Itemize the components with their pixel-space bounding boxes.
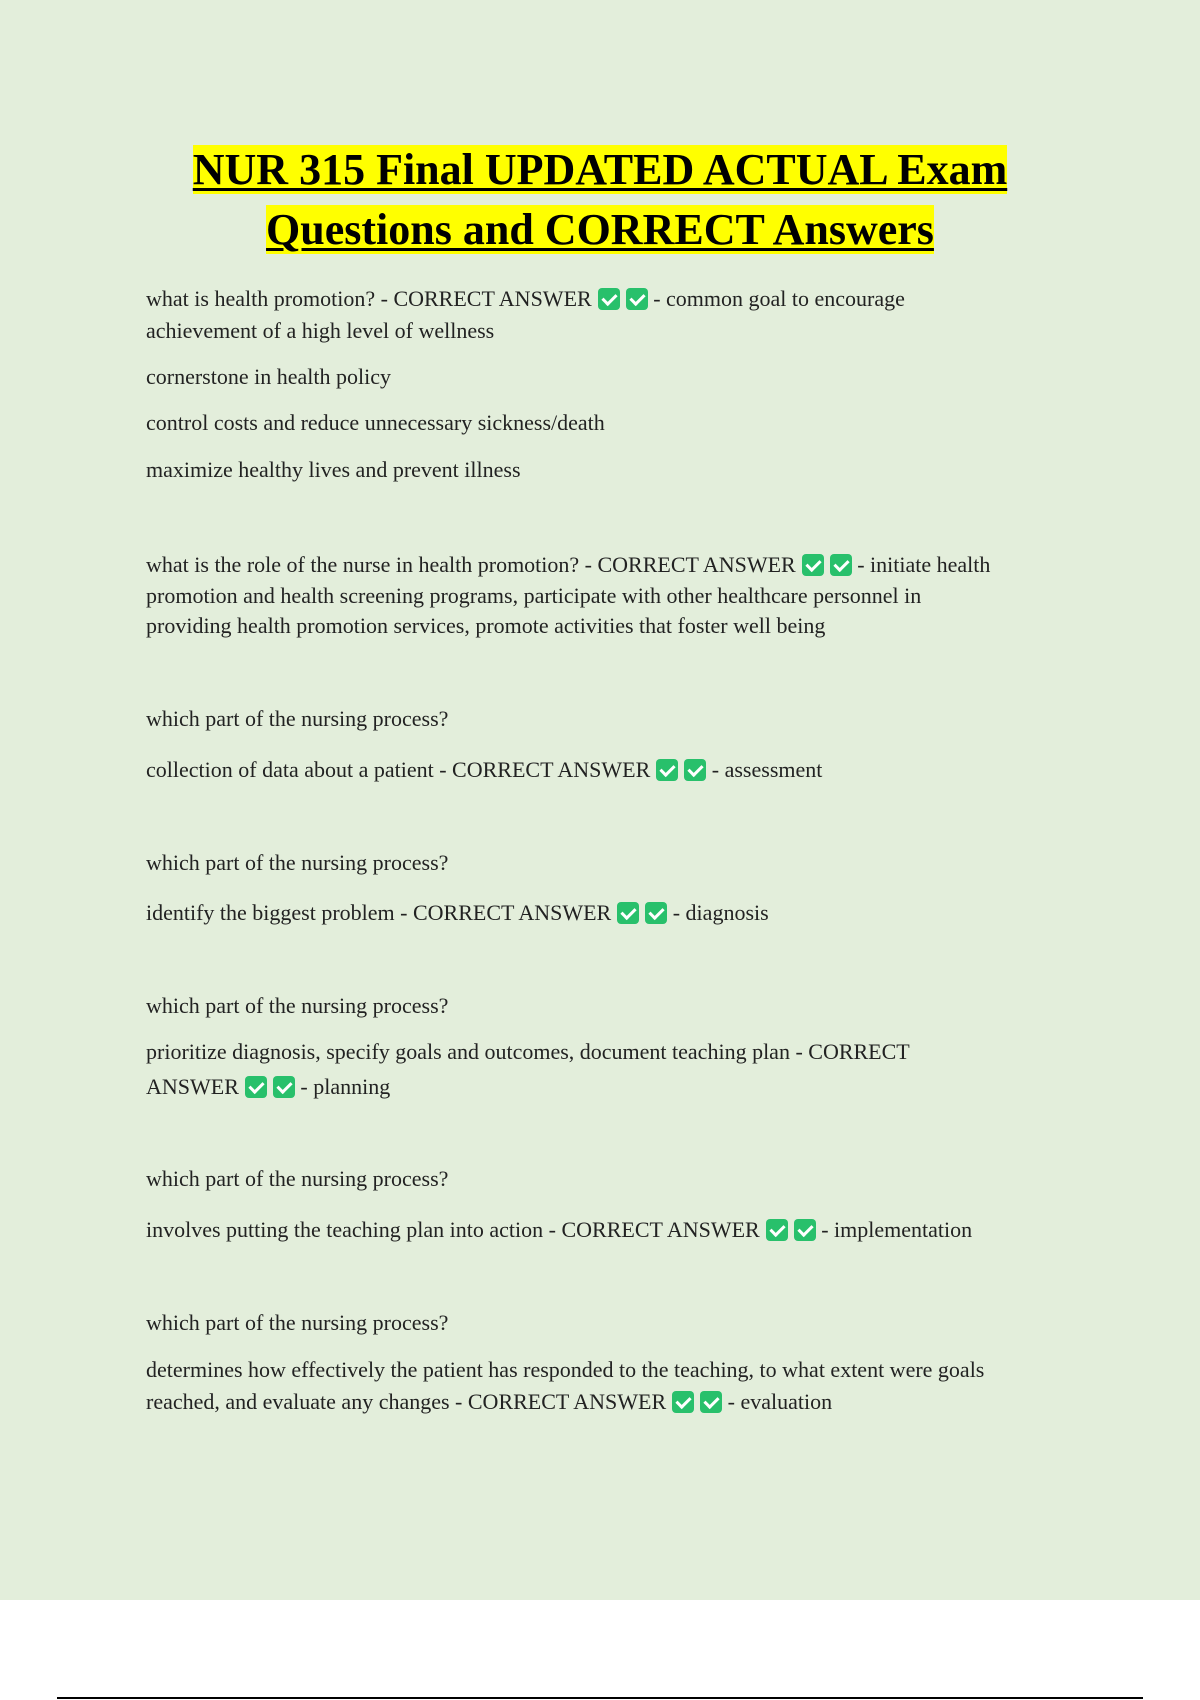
question-7-prompt-cont: reached, and evaluate any changes - CORRECT ANSWER — [146, 1389, 667, 1414]
question-1-extra-3: maximize healthy lives and prevent illness — [146, 457, 521, 482]
check-icon — [830, 554, 852, 576]
question-7-prompt: determines how effectively the patient has responded to the teaching, to what extent were goals — [146, 1357, 985, 1382]
title-line-1: NUR 315 Final UPDATED ACTUAL Exam — [192, 145, 1008, 194]
question-7-line — [146, 1386, 1096, 1417]
check-icon — [794, 1219, 816, 1241]
check-icon — [645, 902, 667, 924]
question-4-answer: - diagnosis — [672, 900, 769, 925]
check-icon — [626, 288, 648, 310]
question-3-line — [146, 754, 1096, 785]
check-icon — [245, 1076, 267, 1098]
question-5-prompt-cont: ANSWER — [146, 1074, 239, 1099]
question-2-prompt: what is the role of the nurse in health promotion? - CORRECT ANSWER — [146, 552, 796, 577]
question-2-answer: - initiate health — [857, 552, 991, 577]
question-2-answer-cont-1: promotion and health screening programs, participate with other healthcare personnel in — [146, 583, 922, 608]
check-icon — [656, 759, 678, 781]
check-icon — [598, 288, 620, 310]
check-icon — [617, 902, 639, 924]
question-1-line — [146, 283, 1096, 314]
question-4-heading: which part of the nursing process? — [146, 850, 449, 875]
check-icon — [672, 1391, 694, 1413]
question-6-line — [146, 1214, 1096, 1245]
question-3-answer: - assessment — [711, 757, 823, 782]
question-5-heading: which part of the nursing process? — [146, 993, 449, 1018]
question-2-answer-cont-2: providing health promotion services, promote activities that foster well being — [146, 613, 826, 638]
question-7-answer: - evaluation — [727, 1389, 833, 1414]
question-7-heading: which part of the nursing process? — [146, 1310, 449, 1335]
question-5-prompt: prioritize diagnosis, specify goals and outcomes, document teaching plan - CORRECT — [146, 1039, 910, 1064]
question-1-prompt: what is health promotion? - CORRECT ANSWER — [146, 286, 592, 311]
question-1-extra-1: cornerstone in health policy — [146, 364, 391, 389]
page-footer-divider — [57, 1697, 1143, 1699]
question-2-line — [146, 549, 1096, 580]
question-1-answer: - common goal to encourage — [653, 286, 905, 311]
question-5-answer: - planning — [300, 1074, 391, 1099]
check-icon — [273, 1076, 295, 1098]
check-icon — [684, 759, 706, 781]
question-3-heading: which part of the nursing process? — [146, 706, 449, 731]
question-1-extra-2: control costs and reduce unnecessary sickness/death — [146, 410, 605, 435]
document-title — [0, 140, 1200, 260]
question-1-answer-cont: achievement of a high level of wellness — [146, 318, 495, 343]
check-icon — [700, 1391, 722, 1413]
question-6-answer: - implementation — [821, 1217, 973, 1242]
question-5-line — [146, 1071, 1096, 1102]
check-icon — [766, 1219, 788, 1241]
question-4-prompt: identify the biggest problem - CORRECT ANSWER — [146, 900, 612, 925]
question-6-heading: which part of the nursing process? — [146, 1166, 449, 1191]
question-3-prompt: collection of data about a patient - CORRECT ANSWER — [146, 757, 651, 782]
title-line-2: Questions and CORRECT Answers — [266, 205, 934, 254]
question-4-line — [146, 897, 1096, 928]
question-6-prompt: involves putting the teaching plan into action - CORRECT ANSWER — [146, 1217, 760, 1242]
check-icon — [802, 554, 824, 576]
